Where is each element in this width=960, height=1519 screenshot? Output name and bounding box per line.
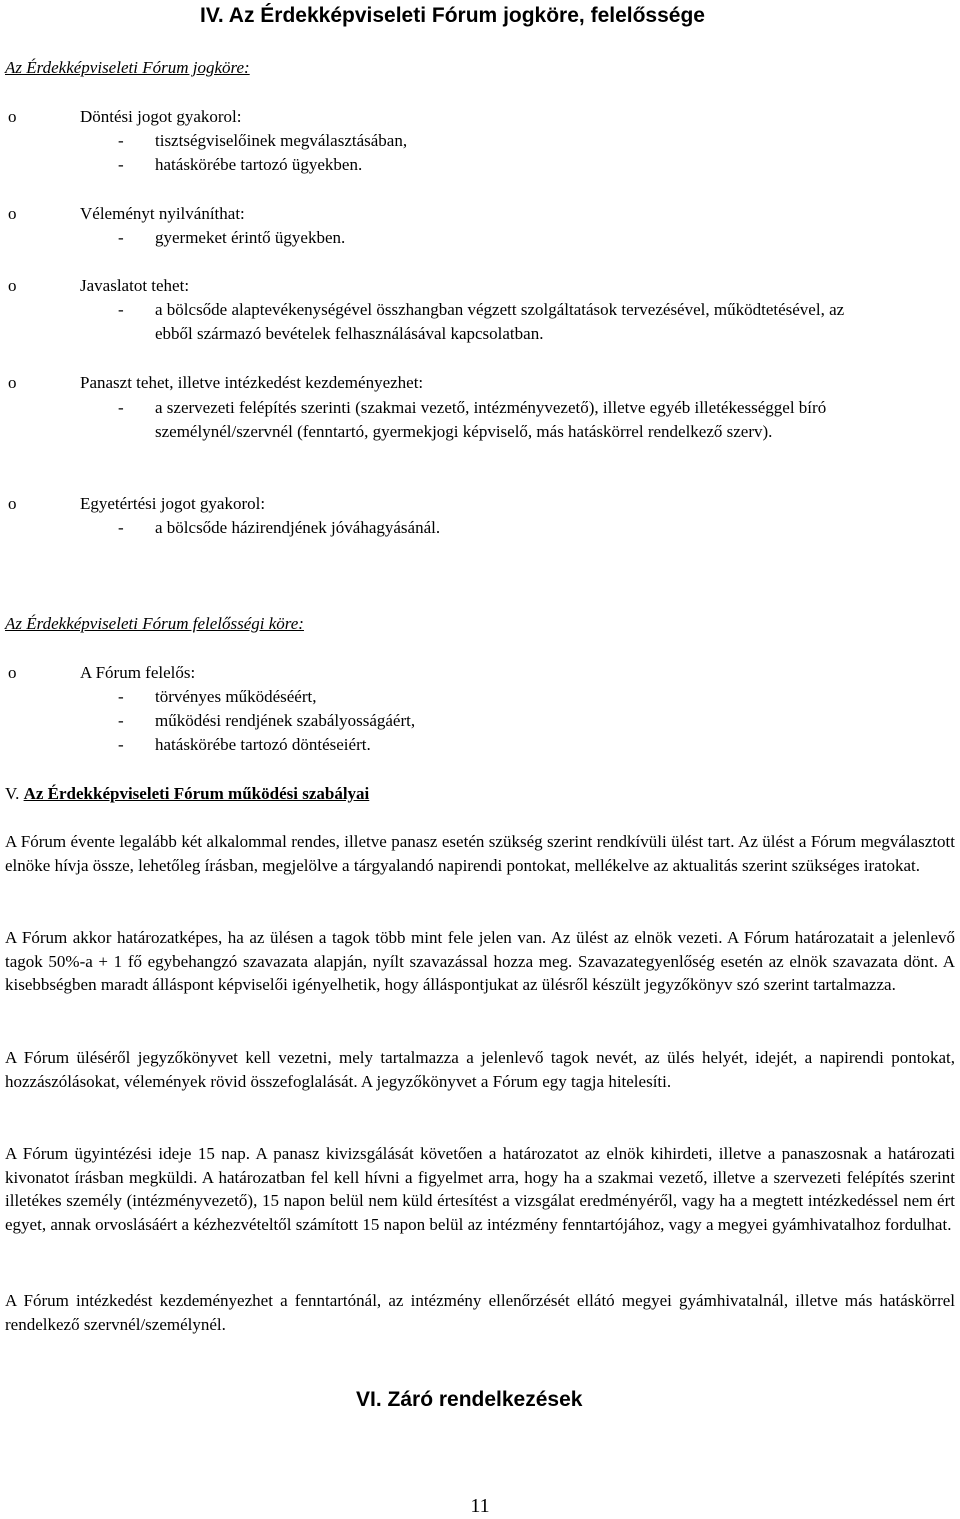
- sub-item: a szervezeti felépítés szerinti (szakmai vezető, intézményvezető), illetve egyéb illetékességgel bíró személynél/szervnél (fenntartó, gyermekjogi képviselő, más hatáskörrel rendelkező szerv).: [155, 398, 827, 441]
- sub-item: gyermeket érintő ügyekben.: [155, 228, 346, 247]
- bullet-marker: o: [8, 373, 17, 392]
- dash-marker: -: [118, 518, 124, 537]
- jogkor-label: Az Érdekképviseleti Fórum jogköre:: [5, 58, 250, 77]
- dash-marker: -: [118, 711, 124, 730]
- dash-marker: -: [118, 687, 124, 706]
- bullet-marker: o: [8, 494, 17, 513]
- paragraph: A Fórum akkor határozatképes, ha az ülésen a tagok több mint fele jelen van. Az ülést az elnök vezeti. A Fórum határozatait a jelenlevő tagok 50%-a + 1 fő egybehangzó szavazata alapján, nyílt szavazással hozza meg. Szavazategyenlőség esetén az elnök szavazata dönt. A kisebbségben maradt álláspont képviselői igényelhetik, hogy álláspontjukat az ülésről készült jegyzőkönyv szó szerint tartalmazza.: [5, 928, 955, 994]
- page-number: 11: [470, 1495, 490, 1517]
- dash-marker: -: [118, 398, 124, 417]
- dash-marker: -: [118, 300, 124, 319]
- sub-item: hatáskörébe tartozó döntéseiért.: [155, 735, 371, 754]
- dash-marker: -: [118, 131, 124, 150]
- paragraph: A Fórum üléséről jegyzőkönyvet kell vezetni, mely tartalmazza a jelenlevő tagok nevét, az ülés helyét, idejét, a napirendi pontokat, hozzászólásokat, vélemények rövid összefoglalását. A jegyzőkönyvet a Fórum egy tagja hitelesíti.: [5, 1048, 955, 1091]
- bullet-marker: o: [8, 663, 17, 682]
- bullet-marker: o: [8, 107, 17, 126]
- dash-marker: -: [118, 155, 124, 174]
- bullet-title: Panaszt tehet, illetve intézkedést kezdeményezhet:: [80, 373, 424, 392]
- sub-item: működési rendjének szabályosságáért,: [155, 711, 416, 730]
- dash-marker: -: [118, 228, 124, 247]
- paragraph: A Fórum ügyintézési ideje 15 nap. A panasz kivizsgálását követően a határozatot az elnök kihirdeti, illetve a panaszosnak a határozati kivonatot írásban megküldi. A határozatban fel kell hívni a figyelmet arra, hogy ha a szakmai vezető, illetve a szervezeti felépítés szerint illetékes személy (intézményvezető), 15 napon belül nem küld értesítést a vizsgálat eredményéről, vagy ha a megtett intézkedéssel nem ért egyet, annak orvoslásáért a kézhezvételtől számított 15 napon belül az intézmény fenntartójához, vagy a megyei gyámhivatalhoz fordulhat.: [5, 1144, 955, 1234]
- bullet-title: Egyetértési jogot gyakorol:: [80, 494, 266, 513]
- felelosseg-label: Az Érdekképviseleti Fórum felelősségi köre:: [5, 614, 304, 633]
- dash-marker: -: [118, 735, 124, 754]
- sub-item: a bölcsőde alaptevékenységével összhangban végzett szolgáltatások tervezésével, működtetésével, az ebből származó bevételek felhasználásával kapcsolatban.: [155, 300, 845, 343]
- section-number: V.: [5, 784, 20, 803]
- bullet-title: Döntési jogot gyakorol:: [80, 107, 242, 126]
- sub-item: tisztségviselőinek megválasztásában,: [155, 131, 408, 150]
- section-heading: [5, 782, 369, 806]
- section-title: IV. Az Érdekképviseleti Fórum jogköre, felelőssége: [200, 4, 705, 27]
- paragraph: A Fórum évente legalább két alkalommal rendes, illetve panasz esetén szükség szerint rendkívüli ülést tart. Az ülést a Fórum megválasztott elnöke hívja össze, lehetőleg írásban, megjelölve a tárgyalandó napirendi pontokat, mellékelve az aktualitás szerint szükséges iratokat.: [5, 832, 955, 875]
- section-title: Az Érdekképviseleti Fórum működési szabályai: [23, 784, 370, 803]
- bullet-marker: o: [8, 204, 17, 223]
- sub-item: a bölcsőde házirendjének jóváhagyásánál.: [155, 518, 441, 537]
- sub-item: hatáskörébe tartozó ügyekben.: [155, 155, 363, 174]
- bullet-title: A Fórum felelős:: [80, 663, 196, 682]
- sub-item: törvényes működéséért,: [155, 687, 317, 706]
- bullet-marker: o: [8, 276, 17, 295]
- paragraph: A Fórum intézkedést kezdeményezhet a fenntartónál, az intézmény ellenőrzését ellátó megyei gyámhivatalnál, illetve más hatáskörrel rendelkező szervnél/személynél.: [5, 1291, 955, 1334]
- bullet-title: Javaslatot tehet:: [80, 276, 190, 295]
- bullet-title: Véleményt nyilváníthat:: [80, 204, 245, 223]
- section-title: VI. Záró rendelkezések: [356, 1388, 583, 1411]
